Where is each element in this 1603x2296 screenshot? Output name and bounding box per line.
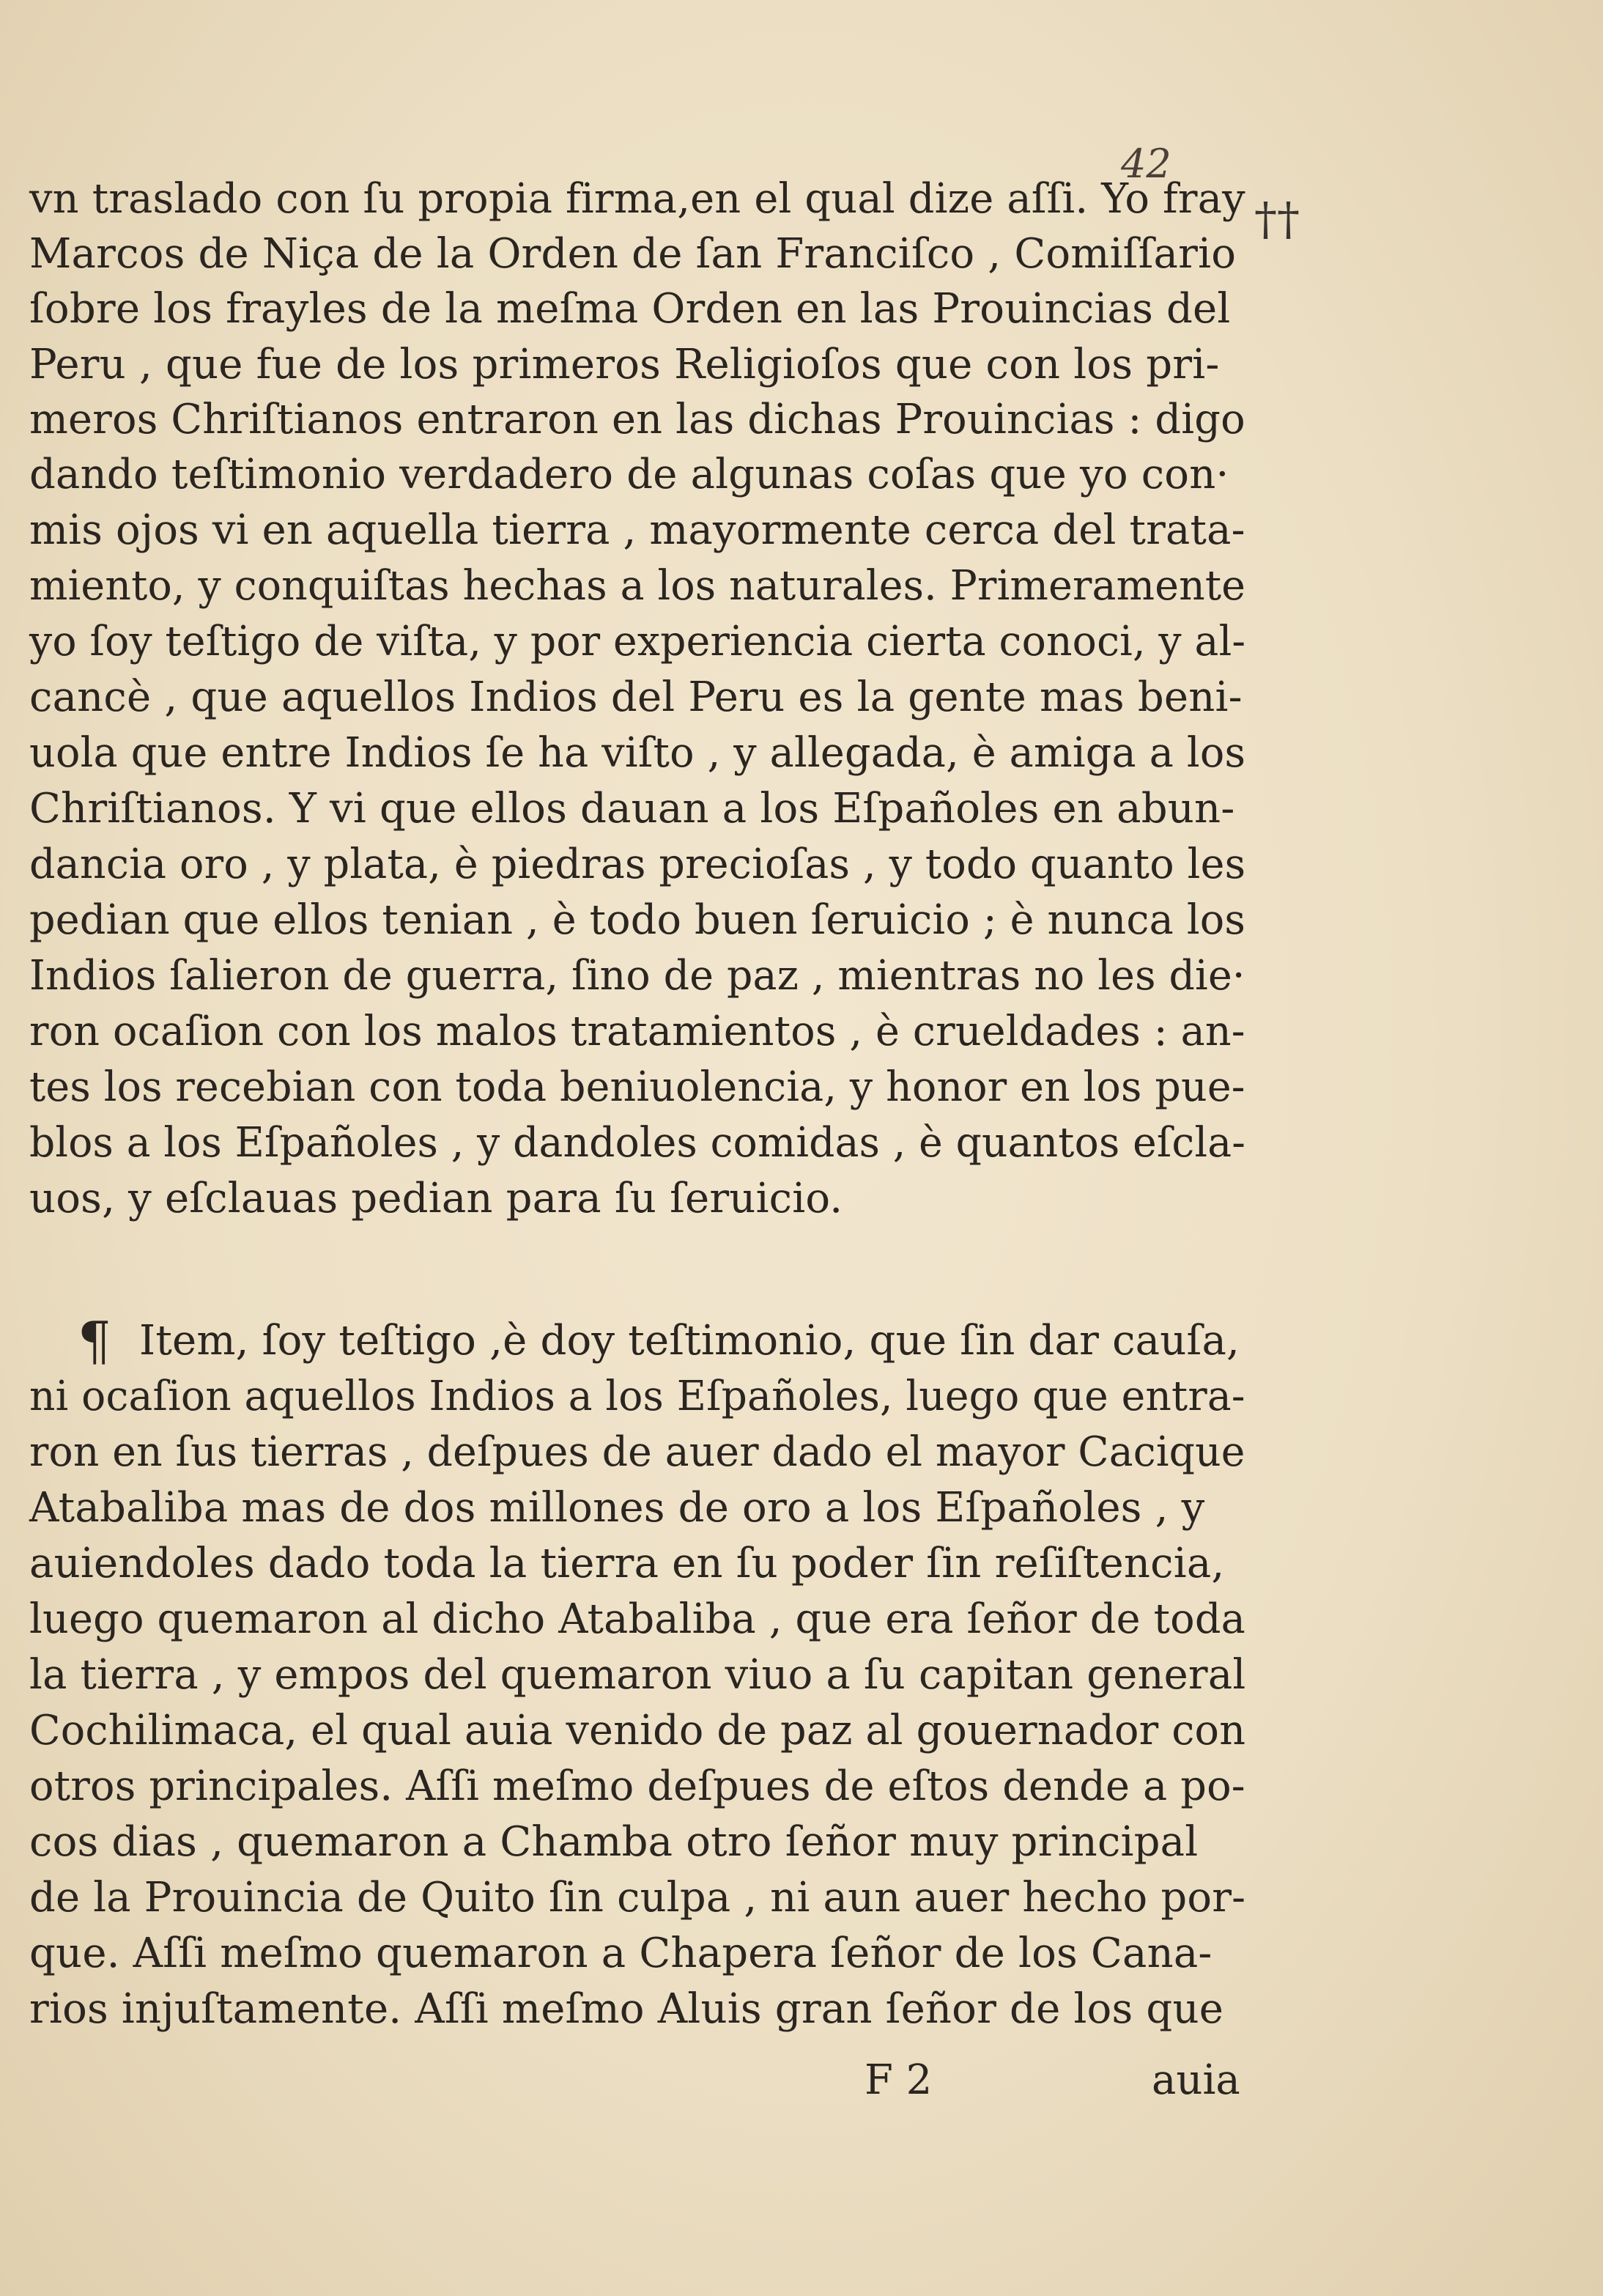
text-line: auiendoles dado toda la tierra en ſu poder ſin reſiſtencia, (29, 1540, 1225, 1587)
text-line: uos, y eſclauas pedian para ſu ſeruicio. (29, 1175, 843, 1222)
text-line: blos a los Eſpañoles , y dandoles comidas , è quantos eſcla- (29, 1119, 1246, 1167)
text-line: Atabaliba mas de dos millones de oro a los Eſpañoles , y (29, 1484, 1205, 1532)
text-line: mis ojos vi en aquella tierra , mayormente cerca del trata- (29, 506, 1245, 554)
text-line: meros Chriſtianos entraron en las dichas Prouincias : digo (29, 396, 1245, 443)
text-line: dando teſtimonio verdadero de algunas coſas que yo con· (29, 451, 1229, 498)
signature-mark: F 2 (865, 2056, 933, 2104)
text-line: uola que entre Indios ſe ha viſto , y allegada, è amiga a los (29, 729, 1246, 777)
text-line: dancia oro , y plata, è piedras precioſas , y todo quanto les (29, 841, 1246, 888)
text-line: ron ocaſion con los malos tratamientos , è crueldades : an- (29, 1008, 1245, 1055)
text-line: tes los recebian con toda beniuolencia, y honor en los pue- (29, 1063, 1245, 1111)
catchword: auia (1152, 2056, 1240, 2104)
text-line: rios injuſtamente. Aſſi meſmo Aluis gran ſeñor de los que (29, 1985, 1224, 2033)
text-line: Indios ſalieron de guerra, ſino de paz , mientras no les die· (29, 952, 1245, 1000)
text-line: Chriſtianos. Y vi que ellos dauan a los Eſpañoles en abun- (29, 785, 1235, 833)
text-line: la tierra , y empos del quemaron viuo a ſu capitan general (29, 1651, 1246, 1699)
text-line: que. Aſſi meſmo quemaron a Chapera ſeñor de los Cana- (29, 1930, 1213, 1977)
text-line: ſobre los frayles de la meſma Orden en las Prouincias del (29, 285, 1231, 333)
text-line: yo ſoy teſtigo de viſta, y por experiencia cierta conoci, y al- (29, 618, 1246, 665)
text-line: otros principales. Aſſi meſmo deſpues de eſtos dende a po- (29, 1762, 1245, 1810)
text-line: cos dias , quemaron a Chamba otro ſeñor muy principal (29, 1818, 1199, 1866)
text-line: Peru , que fue de los primeros Religioſos que con los pri- (29, 341, 1220, 388)
pilcrow-mark: ¶ (78, 1310, 111, 1372)
folio-number: 42 (1121, 141, 1171, 187)
text-line: de la Prouincia de Quito ſin culpa , ni aun auer hecho por- (29, 1874, 1246, 1922)
text-line: Item, ſoy teſtigo ,è doy teſtimonio, que ſin dar cauſa, (139, 1317, 1240, 1365)
text-line: ron en ſus tierras , deſpues de auer dado el mayor Cacique (29, 1428, 1245, 1476)
text-line: ni ocaſion aquellos Indios a los Eſpañoles, luego que entra- (29, 1373, 1245, 1420)
text-line: vn traslado con ſu propia firma,en el qual dize aſſi. Yo fray (29, 175, 1245, 223)
text-line: Marcos de Niça de la Orden de ſan Franciſco , Comiſſario (29, 230, 1237, 278)
text-line: cancè , que aquellos Indios del Peru es la gente mas beni- (29, 673, 1243, 721)
text-line: pedian que ellos tenian , è todo buen ſeruicio ; è nunca los (29, 896, 1246, 944)
text-line: miento, y conquiſtas hechas a los naturales. Primeramente (29, 562, 1246, 610)
text-line: luego quemaron al dicho Atabaliba , que era ſeñor de toda (29, 1595, 1246, 1643)
text-line: Cochilimaca, el qual auia venido de paz al gouernador con (29, 1707, 1246, 1754)
margin-mark: †† (1254, 192, 1300, 246)
